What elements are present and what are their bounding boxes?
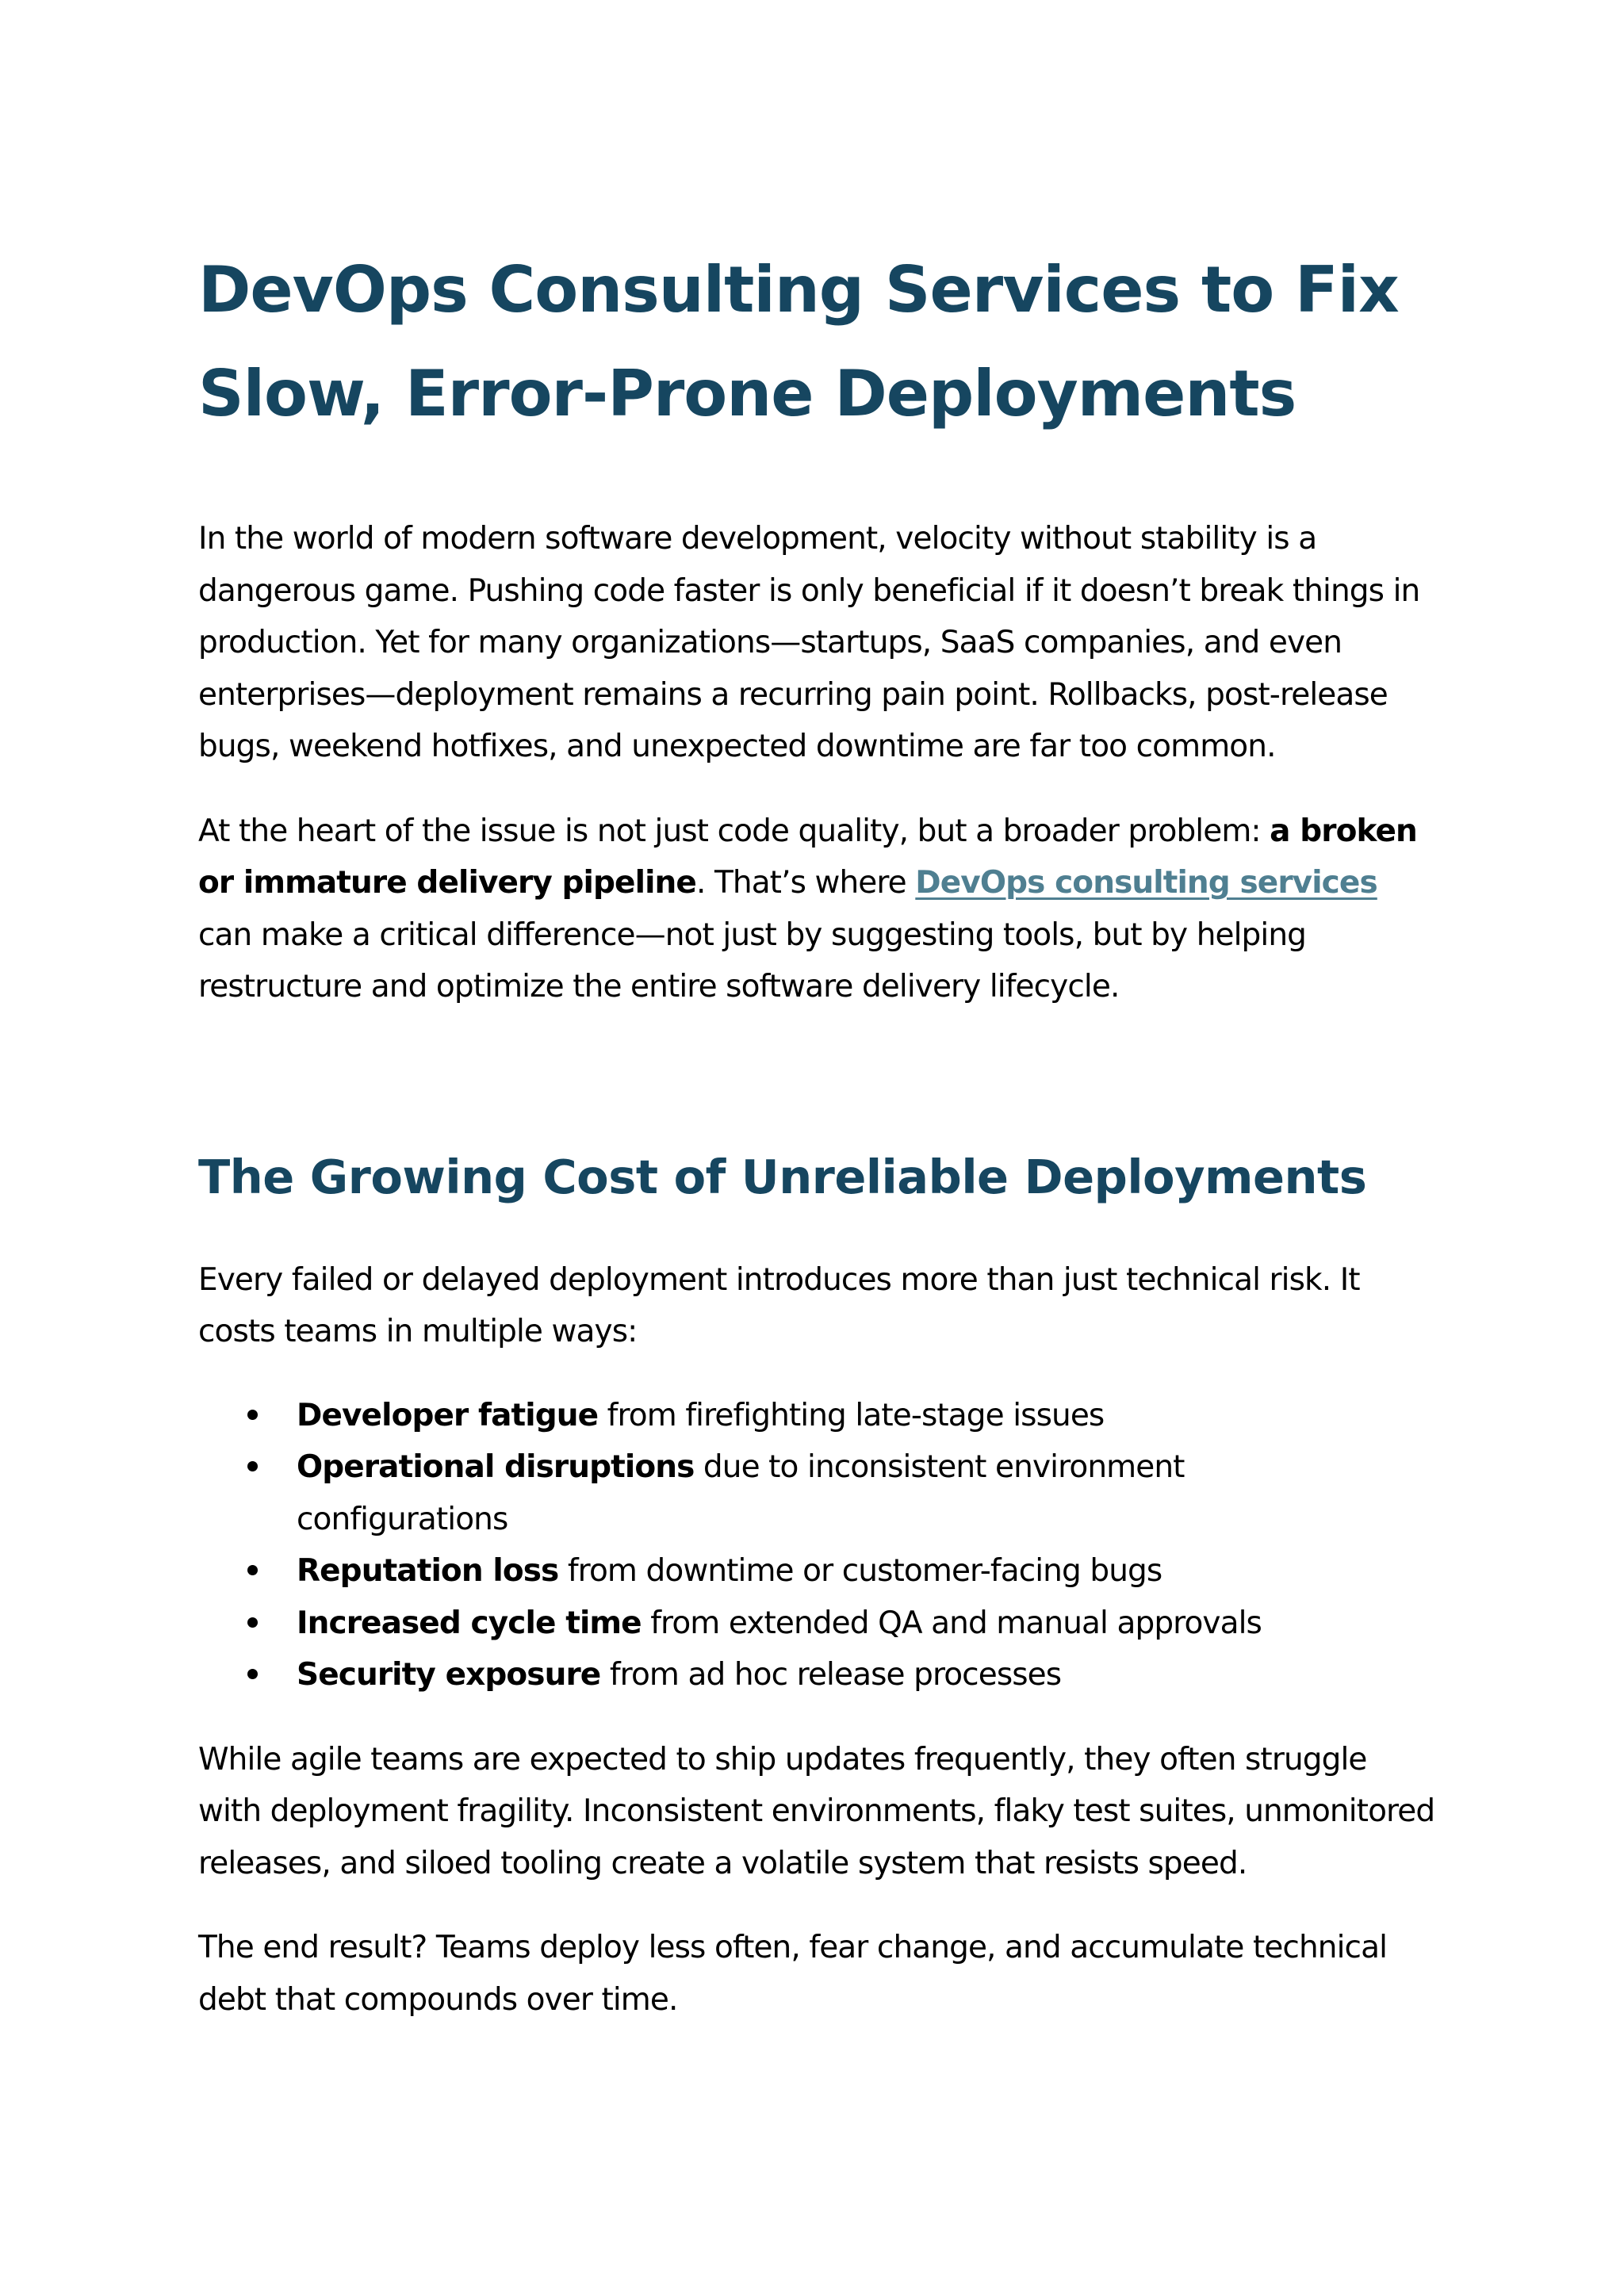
bullet-dot-icon	[247, 1669, 258, 1679]
page-title: DevOps Consulting Services to Fix Slow, Error-Prone Deployments	[198, 253, 1399, 430]
devops-consulting-link[interactable]: DevOps consulting services	[915, 865, 1377, 901]
section-paragraph-2: While agile teams are expected to ship updates frequently, they often struggle with deployment fragility. Inconsistent environments, flaky test suites, unmonitored releases, and siloed tooling create a volatile system that resists speed.	[198, 1741, 1435, 1881]
document-page	[198, 238, 1435, 2026]
list-item-text: due to inconsistent environment configurations	[297, 1449, 1185, 1537]
list-item	[198, 1649, 1435, 1701]
bullet-dot-icon	[247, 1617, 258, 1628]
list-item-bold: Operational disruptions	[297, 1449, 695, 1485]
section-paragraph-3: The end result? Teams deploy less often, fear change, and accumulate technical debt that compounds over time.	[198, 1930, 1388, 2018]
list-item	[198, 1390, 1435, 1442]
list-item-bold: Increased cycle time	[297, 1605, 642, 1641]
list-item-bold: Developer fatigue	[297, 1397, 599, 1433]
list-item-text: from ad hoc release processes	[600, 1657, 1062, 1693]
bullet-dot-icon	[247, 1410, 258, 1420]
section-paragraph-1: Every failed or delayed deployment introduces more than just technical risk. It costs teams in multiple ways:	[198, 1261, 1360, 1349]
list-item	[198, 1545, 1435, 1598]
list-item	[198, 1441, 1435, 1545]
intro-p2-bold: a broken or immature delivery pipeline	[198, 813, 1417, 901]
cost-bullet-list	[198, 1390, 1435, 1701]
bullet-dot-icon	[247, 1461, 258, 1471]
intro-p2-text-middle: . That’s where	[695, 865, 916, 901]
intro-paragraph-1: In the world of modern software development, velocity without stability is a dangerous game. Pushing code faster is only beneficial if it doesn’t break things in production. Yet for many organizations—startups, SaaS companies, and even enterprises—deployment remains a recurring pain point. Rollbacks, post-release bugs, weekend hotfixes, and unexpected downtime are far too common.	[198, 521, 1420, 764]
intro-paragraph-2	[198, 806, 1435, 1013]
list-item-text: from downtime or customer-facing bugs	[558, 1553, 1162, 1589]
list-item	[198, 1598, 1435, 1650]
intro-p2-text-end: can make a critical difference—not just by suggesting tools, but by helping restructure and optimize the entire software delivery lifecycle.	[198, 916, 1306, 1004]
section-heading: The Growing Cost of Unreliable Deployments	[198, 1149, 1367, 1204]
intro-p2-text-start: At the heart of the issue is not just code quality, but a broader problem:	[198, 813, 1270, 849]
list-item-text: from firefighting late-stage issues	[598, 1397, 1105, 1433]
bullet-dot-icon	[247, 1565, 258, 1575]
list-item-text: from extended QA and manual approvals	[641, 1605, 1262, 1641]
list-item-bold: Reputation loss	[297, 1553, 559, 1589]
list-item-bold: Security exposure	[297, 1657, 601, 1693]
